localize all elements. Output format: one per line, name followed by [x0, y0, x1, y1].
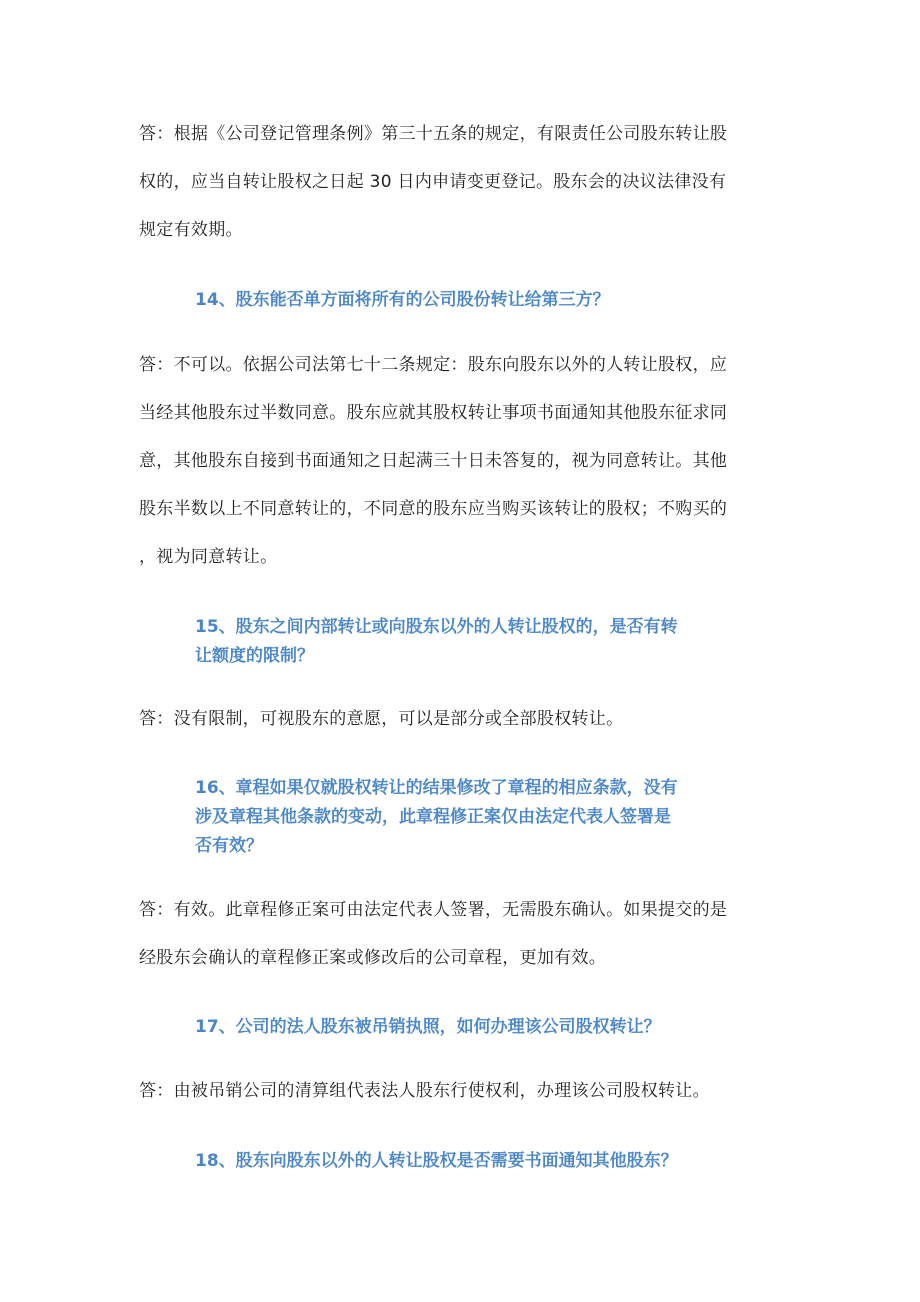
heading-line: 18、股东向股东以外的人转让股权是否需要书面通知其他股东？: [195, 1151, 678, 1171]
question-15: [195, 613, 755, 671]
text-line: 答：不可以。依据公司法第七十二条规定：股东向股东以外的人转让股权，应: [139, 355, 728, 375]
answer-16: [139, 886, 779, 982]
heading-line: 否有效？: [195, 836, 263, 856]
question-14: [195, 286, 755, 315]
question-18: [195, 1147, 755, 1176]
question-17: [195, 1013, 755, 1042]
text-line: 答：有效。此章程修正案可由法定代表人签署，无需股东确认。如果提交的是: [139, 900, 728, 920]
text-line: 意，其他股东自接到书面通知之日起满三十日未答复的，视为同意转让。其他: [139, 451, 728, 471]
text-line: 答：没有限制，可视股东的意愿，可以是部分或全部股权转让。: [139, 709, 624, 729]
text-line: ，视为同意转让。: [139, 547, 278, 567]
text-line: 经股东会确认的章程修正案或修改后的公司章程，更加有效。: [139, 948, 607, 968]
text-line: 答：根据《公司登记管理条例》第三十五条的规定，有限责任公司股东转让股: [139, 124, 728, 144]
heading-line: 14、股东能否单方面将所有的公司股份转让给第三方？: [195, 290, 610, 310]
heading-line: 涉及章程其他条款的变动，此章程修正案仅由法定代表人签署是: [195, 807, 671, 827]
heading-line: 16、章程如果仅就股权转让的结果修改了章程的相应条款，没有: [195, 778, 678, 798]
text-line: 权的，应当自转让股权之日起 30 日内申请变更登记。股东会的决议法律没有: [139, 172, 727, 192]
text-line: 答：由被吊销公司的清算组代表法人股东行使权利，办理该公司股权转让。: [139, 1081, 710, 1101]
answer-14: [139, 341, 779, 581]
heading-line: 让额度的限制？: [195, 646, 314, 666]
text-line: 股东半数以上不同意转让的，不同意的股东应当购买该转让的股权；不购买的: [139, 499, 728, 519]
heading-line: 15、股东之间内部转让或向股东以外的人转让股权的，是否有转: [195, 617, 678, 637]
heading-line: 17、公司的法人股东被吊销执照，如何办理该公司股权转让？: [195, 1017, 661, 1037]
text-line: 规定有效期。: [139, 220, 243, 240]
answer-15: [139, 695, 779, 743]
text-line: 当经其他股东过半数同意。股东应就其股权转让事项书面通知其他股东征求同: [139, 403, 728, 423]
answer-17: [139, 1067, 779, 1115]
answer-13: [139, 110, 779, 254]
question-16: [195, 774, 755, 861]
